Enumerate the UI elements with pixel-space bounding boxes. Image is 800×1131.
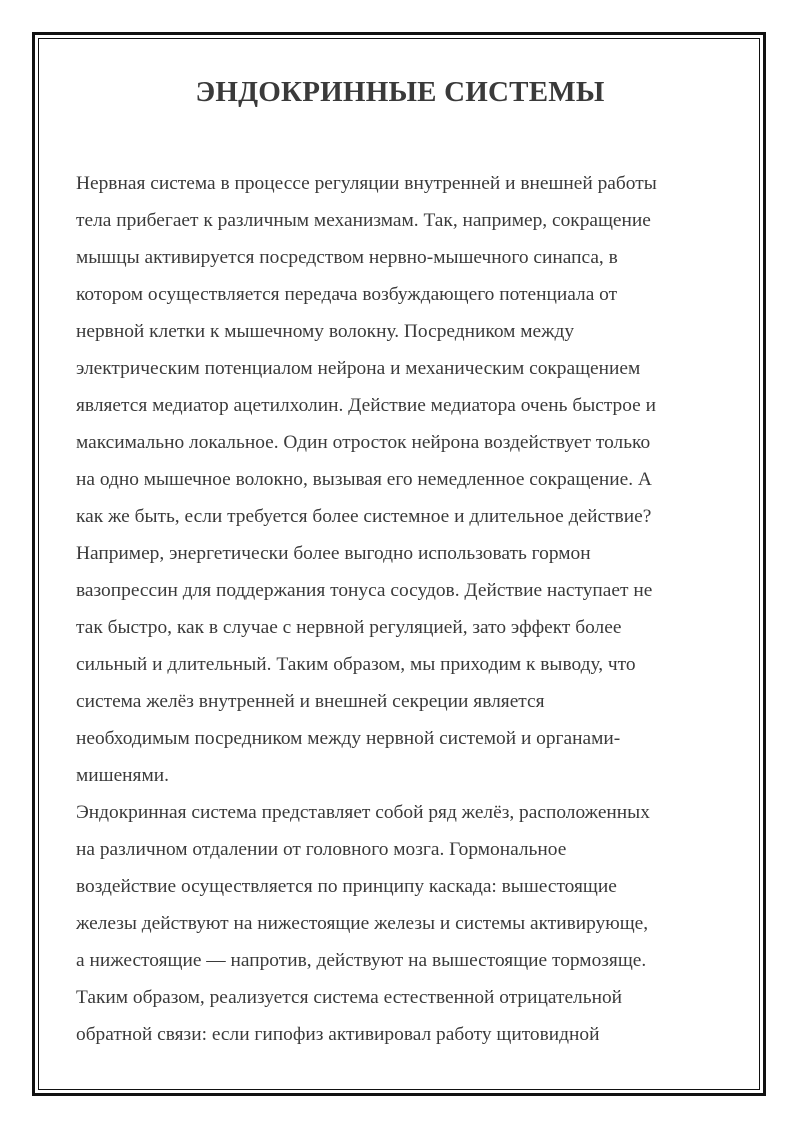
- text-line: так быстро, как в случае с нервной регуляцией, зато эффект более: [76, 617, 622, 638]
- text-line: тела прибегает к различным механизмам. Так, например, сокращение: [76, 210, 651, 231]
- text-line: электрическим потенциалом нейрона и механическим сокращением: [76, 358, 641, 379]
- text-line: сильный и длительный. Таким образом, мы приходим к выводу, что: [76, 654, 636, 675]
- text-line: железы действуют на нижестоящие железы и системы активирующе,: [76, 913, 649, 934]
- text-line: на различном отдалении от головного мозга. Гормональное: [76, 839, 567, 860]
- text-line: является медиатор ацетилхолин. Действие медиатора очень быстрое и: [76, 395, 657, 416]
- text-line: обратной связи: если гипофиз активировал работу щитовидной: [76, 1024, 600, 1045]
- text-line: Например, энергетически более выгодно использовать гормон: [76, 543, 591, 564]
- text-line: максимально локальное. Один отросток нейрона воздействует только: [76, 432, 651, 453]
- text-line: мышцы активируется посредством нервно-мышечного синапса, в: [76, 247, 618, 268]
- text-line: вазопрессин для поддержания тонуса сосудов. Действие наступает не: [76, 580, 653, 601]
- text-line: мишенями.: [76, 765, 169, 786]
- paragraph-2: [76, 794, 736, 1053]
- text-line: нервной клетки к мышечному волокну. Посредником между: [76, 321, 575, 342]
- text-line: система желёз внутренней и внешней секреции является: [76, 691, 545, 712]
- text-line: необходимым посредником между нервной системой и органами-: [76, 728, 621, 749]
- page-title: ЭНДОКРИННЫЕ СИСТЕМЫ: [195, 76, 605, 108]
- text-line: Эндокринная система представляет собой ряд желёз, расположенных: [76, 802, 650, 823]
- document-body: [76, 165, 736, 1053]
- text-line: котором осуществляется передача возбуждающего потенциала от: [76, 284, 618, 305]
- text-line: Нервная система в процессе регуляции внутренней и внешней работы: [76, 173, 657, 194]
- text-line: Таким образом, реализуется система естественной отрицательной: [76, 987, 623, 1008]
- paragraph-1: [76, 165, 736, 794]
- text-line: воздействие осуществляется по принципу каскада: вышестоящие: [76, 876, 617, 897]
- text-line: на одно мышечное волокно, вызывая его немедленное сокращение. А: [76, 469, 652, 490]
- text-line: как же быть, если требуется более системное и длительное действие?: [76, 506, 652, 527]
- text-line: а нижестоящие — напротив, действуют на вышестоящие тормозяще.: [76, 950, 647, 971]
